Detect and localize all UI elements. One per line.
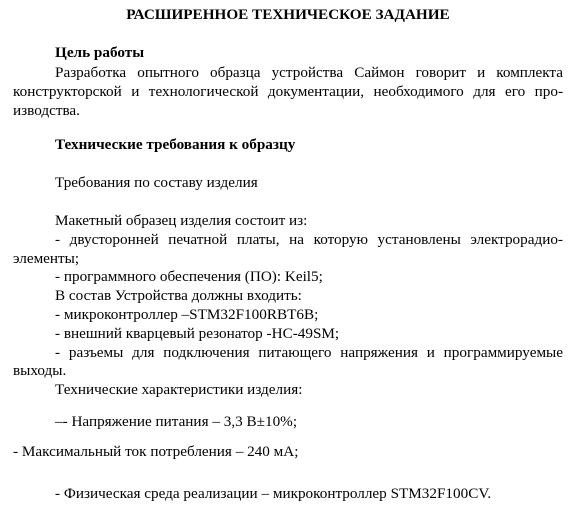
device-intro: В состав Устройства должны входить:	[55, 287, 302, 304]
device-item-connectors: - разъемы для подключения питающего напряжения и программируемые	[55, 344, 563, 361]
spec-voltage: –- Напряжение питания – 3,3 В±10%;	[55, 413, 298, 430]
composition-heading: Требования по составу изделия	[55, 174, 258, 191]
goal-heading: Цель работы	[55, 44, 145, 61]
spec-platform: - Физическая среда реализации – микроконтроллер STM32F100CV.	[55, 485, 492, 502]
goal-text-line-2: конструкторской и технологической документации, необходимого для его про-	[13, 83, 563, 100]
spec-current: - Максимальный ток потребления – 240 мА;	[13, 443, 299, 460]
prototype-intro: Макетный образец изделия состоит из:	[55, 212, 308, 229]
prototype-item-pcb: - двусторонней печатной платы, на которую установлены электрорадио-	[55, 231, 563, 248]
prototype-item-pcb-cont: элементы;	[13, 250, 80, 267]
device-item-connectors-cont: выходы.	[13, 362, 67, 379]
device-item-crystal: - внешний кварцевый резонатор -HC-49SM;	[55, 325, 340, 342]
goal-text-line-3: изводства.	[13, 102, 80, 119]
prototype-item-software: - программного обеспечения (ПО): Keil5;	[55, 268, 323, 285]
document-title: РАСШИРЕННОЕ ТЕХНИЧЕСКОЕ ЗАДАНИЕ	[126, 6, 450, 23]
requirements-heading: Технические требования к образцу	[55, 136, 296, 153]
goal-text-line-1: Разработка опытного образца устройства Саймон говорит и комплекта	[55, 64, 563, 81]
device-item-mcu: - микроконтроллер –STM32F100RBT6B;	[55, 306, 319, 323]
specs-heading: Технические характеристики изделия:	[55, 381, 303, 398]
